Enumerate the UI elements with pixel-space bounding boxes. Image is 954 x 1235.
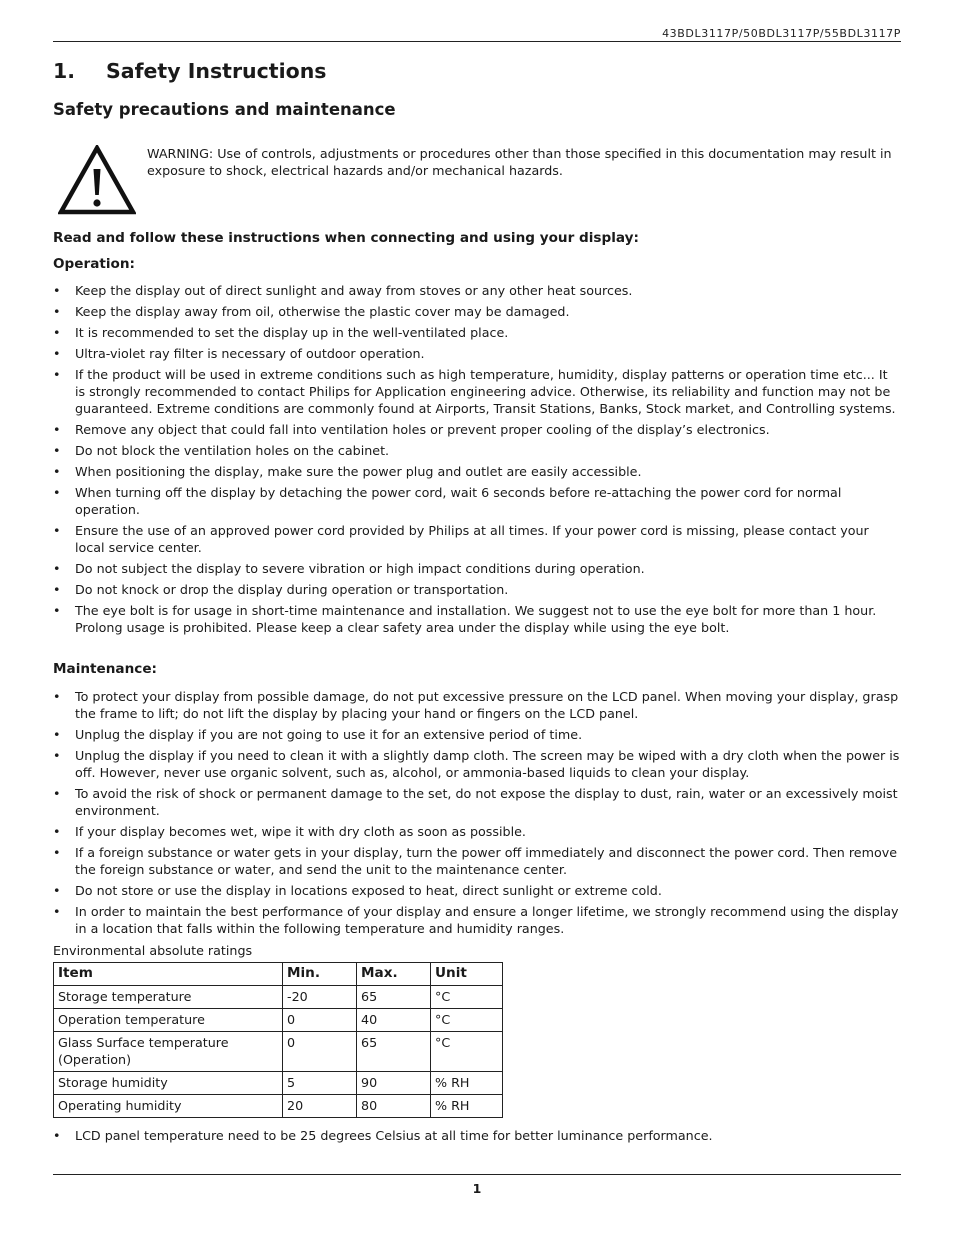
list-item: [53, 903, 901, 937]
warning-triangle-icon: [58, 145, 136, 215]
list-item: [53, 581, 901, 598]
list-item: [53, 421, 901, 438]
table-header-cell: Min.: [283, 963, 357, 986]
table-row: [54, 1009, 503, 1032]
section-title: Safety Instructions: [106, 59, 327, 83]
list-item-text: To protect your display from possible damage, do not put excessive pressure on the LCD panel. When moving your display, grasp the frame to lift; do not lift the display by placing your hand or fingers on the LCD panel.: [75, 689, 899, 721]
page-title: [53, 59, 327, 83]
list-item: [53, 823, 901, 840]
bullet: •: [53, 748, 61, 763]
bullet: •: [53, 422, 61, 437]
table-header-cell: Max.: [357, 963, 431, 986]
operation-list: [53, 282, 901, 636]
list-item: [53, 345, 901, 362]
table-row: [54, 1032, 503, 1072]
table-cell: 80: [357, 1095, 431, 1118]
list-item: [53, 844, 901, 878]
list-item-text: If your display becomes wet, wipe it with dry cloth as soon as possible.: [75, 824, 526, 839]
list-item: [53, 882, 901, 899]
bullet: •: [53, 786, 61, 801]
bullet: •: [53, 561, 61, 576]
list-item: [53, 442, 901, 459]
list-item-text: Do not block the ventilation holes on the cabinet.: [75, 443, 390, 458]
bullet: •: [53, 689, 61, 704]
bullet: •: [53, 283, 61, 298]
table-cell: Operation temperature: [54, 1009, 283, 1032]
table-cell: -20: [283, 986, 357, 1009]
bullet: •: [53, 603, 61, 618]
page-number: 1: [472, 1181, 482, 1196]
table-cell: 0: [283, 1009, 357, 1032]
section-number: 1.: [53, 59, 76, 83]
table-row: [54, 1072, 503, 1095]
final-note-section: [53, 1127, 901, 1148]
list-item-text: In order to maintain the best performance of your display and ensure a longer lifetime, we strongly recommend using the display in a location that falls within the following temperature and humidity ranges.: [75, 904, 899, 936]
list-item-text: Do not knock or drop the display during operation or transportation.: [75, 582, 509, 597]
bullet: •: [53, 904, 61, 919]
table-cell: Operating humidity: [54, 1095, 283, 1118]
list-item-text: Ultra-violet ray filter is necessary of outdoor operation.: [75, 346, 425, 361]
table-row: [54, 986, 503, 1009]
list-item-text: Unplug the display if you are not going to use it for an extensive period of time.: [75, 727, 583, 742]
bullet: •: [53, 367, 61, 382]
env-ratings-section: [53, 942, 901, 1118]
env-ratings-table: [53, 962, 503, 1118]
list-item: [53, 303, 901, 320]
table-cell: °C: [431, 1009, 503, 1032]
bullet: •: [53, 523, 61, 538]
bullet: •: [53, 582, 61, 597]
operation-heading: Operation:: [53, 256, 135, 272]
table-cell: Storage temperature: [54, 986, 283, 1009]
bullet: •: [53, 346, 61, 361]
warning-text: WARNING: Use of controls, adjustments or procedures other than those specified in this documentation may result in exposure to shock, electrical hazards and/or mechanical hazards.: [147, 146, 892, 178]
table-cell: Glass Surface temperature (Operation): [54, 1032, 283, 1072]
list-item: [53, 560, 901, 577]
table-cell: °C: [431, 1032, 503, 1072]
list-item: [53, 522, 901, 556]
table-caption: Environmental absolute ratings: [53, 943, 253, 958]
table-cell: 0: [283, 1032, 357, 1072]
bullet: •: [53, 845, 61, 860]
bullet: •: [53, 443, 61, 458]
list-item-text: Keep the display out of direct sunlight and away from stoves or any other heat sources.: [75, 283, 633, 298]
list-item-text: Remove any object that could fall into ventilation holes or prevent proper cooling of the display’s electronics.: [75, 422, 770, 437]
list-item: [53, 688, 901, 722]
list-item-text: Unplug the display if you need to clean it with a slightly damp cloth. The screen may be wiped with a dry cloth when the power is off. However, never use organic solvent, such as, alcohol, or ammonia-based liquids to clean your display.: [75, 748, 900, 780]
bullet: •: [53, 824, 61, 839]
table-cell: 90: [357, 1072, 431, 1095]
bullet: •: [53, 1128, 61, 1143]
list-item-text: It is recommended to set the display up in the well-ventilated place.: [75, 325, 509, 340]
list-item-text: If the product will be used in extreme conditions such as high temperature, humidity, display patterns or operation time etc... It is strongly recommended to contact Philips for Application engineering advice. Otherwise, its reliability and function may not be guaranteed. Extreme conditions are commonly found at Airports, Transit Stations, Banks, Stock market, and Controlling systems.: [75, 367, 896, 416]
list-item: [53, 282, 901, 299]
list-item: [53, 785, 901, 819]
maintenance-list: [53, 688, 901, 937]
list-item-text: When positioning the display, make sure the power plug and outlet are easily accessible.: [75, 464, 642, 479]
header-model-text: 43BDL3117P/50BDL3117P/55BDL3117P: [662, 27, 901, 40]
list-item: [53, 726, 901, 743]
table-cell: 20: [283, 1095, 357, 1118]
list-item-text: The eye bolt is for usage in short-time maintenance and installation. We suggest not to use the eye bolt for more than 1 hour. Prolong usage is prohibited. Please keep a clear safety area under the display while using the eye bolt.: [75, 603, 877, 635]
list-item: [53, 602, 901, 636]
table-cell: 40: [357, 1009, 431, 1032]
list-item: [53, 484, 901, 518]
table-cell: 65: [357, 986, 431, 1009]
table-cell: 65: [357, 1032, 431, 1072]
list-item-text: If a foreign substance or water gets in your display, turn the power off immediately and disconnect the power cord. Then remove the foreign substance or water, and send the unit to the maintenance center.: [75, 845, 898, 877]
list-item-text: Do not store or use the display in locations exposed to heat, direct sunlight or extreme cold.: [75, 883, 662, 898]
lead-instruction: Read and follow these instructions when connecting and using your display:: [53, 230, 639, 246]
list-item: [53, 463, 901, 480]
bullet: •: [53, 304, 61, 319]
list-item-text: Keep the display away from oil, otherwise the plastic cover may be damaged.: [75, 304, 570, 319]
table-header-cell: Unit: [431, 963, 503, 986]
list-item-text: When turning off the display by detaching the power cord, wait 6 seconds before re-attaching the power cord for normal operation.: [75, 485, 842, 517]
list-item: [53, 1127, 901, 1144]
list-item: [53, 324, 901, 341]
maintenance-section: [53, 661, 901, 941]
table-cell: % RH: [431, 1095, 503, 1118]
bullet: •: [53, 485, 61, 500]
list-item: [53, 747, 901, 781]
table-cell: Storage humidity: [54, 1072, 283, 1095]
table-cell: 5: [283, 1072, 357, 1095]
table-cell: °C: [431, 986, 503, 1009]
table-header-cell: Item: [54, 963, 283, 986]
bullet: •: [53, 883, 61, 898]
operation-section: [53, 256, 901, 640]
table-header-row: [54, 963, 503, 986]
table-cell: % RH: [431, 1072, 503, 1095]
bullet: •: [53, 325, 61, 340]
maintenance-heading: Maintenance:: [53, 661, 157, 677]
bullet: •: [53, 727, 61, 742]
header-divider: [53, 41, 901, 42]
list-item-text: Ensure the use of an approved power cord provided by Philips at all times. If your power cord is missing, please contact your local service center.: [75, 523, 869, 555]
table-row: [54, 1095, 503, 1118]
bullet: •: [53, 464, 61, 479]
list-item: [53, 366, 901, 417]
footer-divider: [53, 1174, 901, 1175]
list-item-text: To avoid the risk of shock or permanent damage to the set, do not expose the display to dust, rain, water or an excessively moist environment.: [75, 786, 898, 818]
page-subtitle: Safety precautions and maintenance: [53, 100, 396, 119]
list-item-text: Do not subject the display to severe vibration or high impact conditions during operation.: [75, 561, 645, 576]
final-note-text: LCD panel temperature need to be 25 degrees Celsius at all time for better luminance performance.: [75, 1128, 713, 1143]
